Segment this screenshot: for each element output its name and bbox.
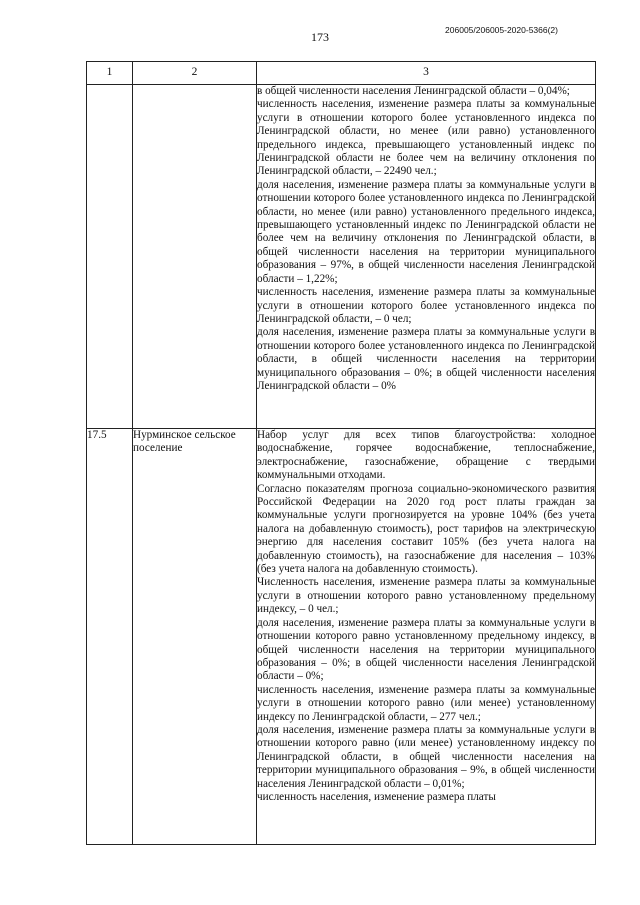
- content-paragraph: доля населения, изменение размера платы за коммунальные услуги в отношении которого более установленного индекса по Ленинградской области, в общей численности населения на территории муниципального образования – 0%; в общей численности населения Ленинградской области – 0%: [257, 326, 595, 392]
- document-id: 206005/206005-2020-5366(2): [445, 25, 558, 35]
- municipality-name: Нурминское сельское поселение: [133, 429, 257, 845]
- table-row: [87, 429, 596, 845]
- row-content: [257, 429, 596, 845]
- content-paragraph: Согласно показателям прогноза социально-экономического развития Российской Федерации на 2020 год рост платы граждан за коммунальные услуги прогнозируется на уровне 104% (без учета налога на добавленную стоимость), рост тарифов на электрическую энергию для населения составит 105% (без учета налога на добавленную стоимость), на газоснабжение для населения – 103% (без учета налога на добавленную стоимость).: [257, 482, 595, 576]
- row-number: 17.5: [87, 429, 133, 845]
- content-paragraph: численность населения, изменение размера платы за коммунальные услуги в отношении которого равно (или менее) установленному индексу по Ленинградской области, – 277 чел.;: [257, 683, 595, 723]
- table-row: [87, 85, 596, 429]
- content-paragraph: Численность населения, изменение размера платы за коммунальные услуги в отношении которого равно установленному предельному индексу, – 0 чел.;: [257, 576, 595, 616]
- content-paragraph: Набор услуг для всех типов благоустройства: холодное водоснабжение, горячее водоснабжение, теплоснабжение, электроснабжение, газоснабжение, обращение с твердыми коммунальными отходами.: [257, 429, 595, 482]
- content-table: [86, 61, 596, 845]
- column-header-content: 3: [257, 62, 596, 85]
- row-content: [257, 85, 596, 429]
- content-paragraph: в общей численности населения Ленинградской области – 0,04%;: [257, 85, 570, 97]
- municipality-name: [133, 85, 257, 429]
- content-paragraph: доля населения, изменение размера платы за коммунальные услуги в отношении которого равно установленному предельному индексу, в общей численности населения на территории муниципального образования – 0%; в общей численности населения Ленинградской области – 0%;: [257, 616, 595, 683]
- page-number: 173: [311, 30, 329, 44]
- column-header-name: 2: [133, 62, 257, 85]
- column-header-number: 1: [87, 62, 133, 85]
- content-paragraph: численность населения, изменение размера платы за коммунальные услуги в отношении которого более установленного индекса по Ленинградской области, – 0 чел;: [257, 286, 595, 325]
- table-header-row: [87, 62, 596, 85]
- row-number: [87, 85, 133, 429]
- content-paragraph: доля населения, изменение размера платы за коммунальные услуги в отношении которого более установленного индекса по Ленинградской области, но менее (или равно) установленного предельного индекса, превышающего установленный индекс по Ленинградской области не более чем на величину отклонения по Ленинградской области, в общей численности населения на территории муниципального образования – 97%, в общей численности населения Ленинградской области – 1,22%;: [257, 178, 595, 285]
- content-paragraph: численность населения, изменение размера платы: [257, 790, 496, 803]
- content-paragraph: численность населения, изменение размера платы за коммунальные услуги в отношении которого более установленного индекса по Ленинградской области, но менее (или равно) установленного предельного индекса, превышающего установленный индекс по Ленинградской области не более чем на величину отклонения по Ленинградской области, – 22490 чел.;: [257, 98, 595, 178]
- content-paragraph: доля населения, изменение размера платы за коммунальные услуги в отношении которого равно (или менее) установленному индексу по Ленинградской области, в общей численности населения на территории муниципального образования – 9%, в общей численности населения Ленинградской области – 0,01%;: [257, 723, 595, 790]
